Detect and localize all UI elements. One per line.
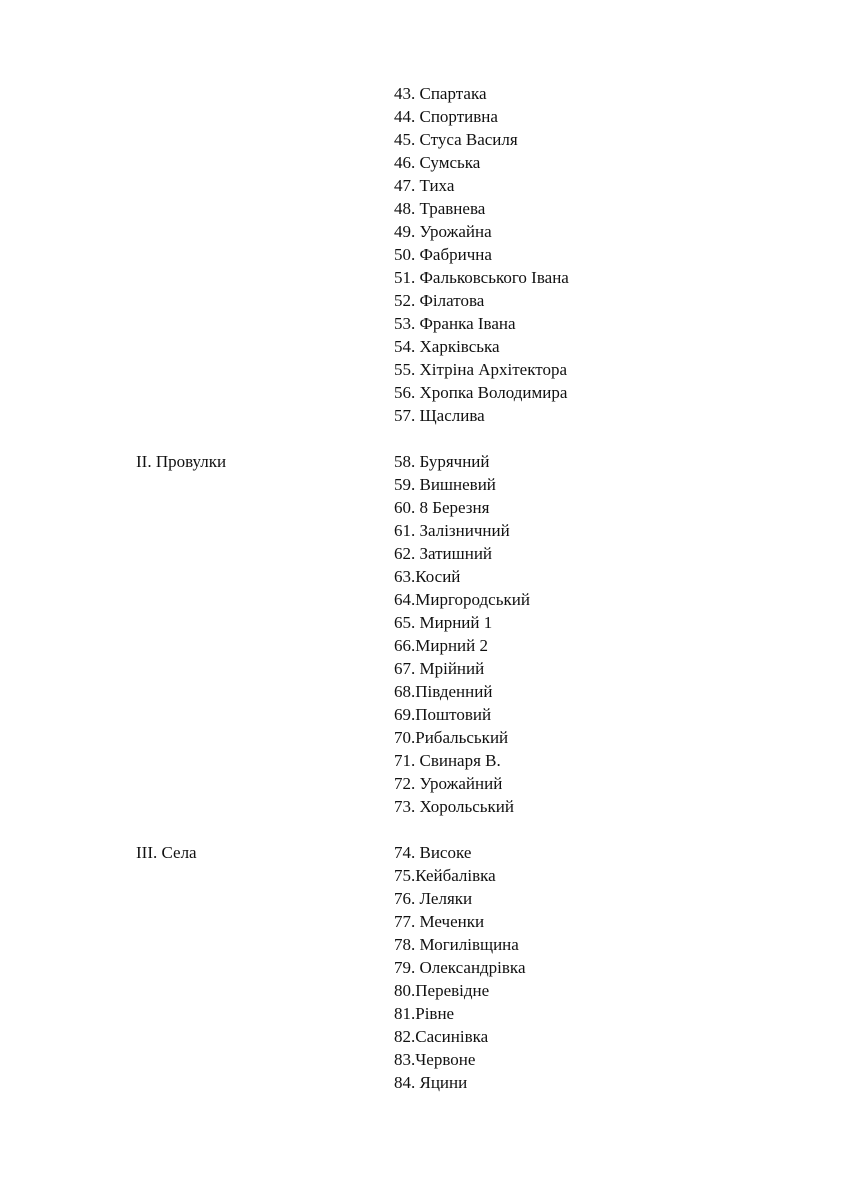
lane-list xyxy=(394,450,530,818)
list-item: 63.Косий xyxy=(394,567,461,586)
list-item: 76. Леляки xyxy=(394,889,473,908)
list-item: 58. Бурячний xyxy=(394,452,490,471)
list-item: 65. Мирний 1 xyxy=(394,613,493,632)
list-item: 50. Фабрична xyxy=(394,245,492,264)
list-item: 49. Урожайна xyxy=(394,222,492,241)
list-item: 70.Рибальський xyxy=(394,728,509,747)
village-list xyxy=(394,841,525,1094)
list-item: 60. 8 Березня xyxy=(394,498,490,517)
list-item: 81.Рівне xyxy=(394,1004,455,1023)
list-item: 53. Франка Івана xyxy=(394,314,516,333)
list-item: 82.Сасинівка xyxy=(394,1027,489,1046)
list-item: 78. Могилівщина xyxy=(394,935,519,954)
list-item: 57. Щаслива xyxy=(394,406,485,425)
section-heading-villages: ІІІ. Села xyxy=(136,843,197,862)
list-item: 45. Стуса Василя xyxy=(394,130,518,149)
list-item: 44. Спортивна xyxy=(394,107,498,126)
list-item: 54. Харківська xyxy=(394,337,500,356)
list-item: 74. Високе xyxy=(394,843,472,862)
list-item: 69.Поштовий xyxy=(394,705,492,724)
list-item: 73. Хорольський xyxy=(394,797,514,816)
list-item: 46. Сумська xyxy=(394,153,481,172)
list-item: 75.Кейбалівка xyxy=(394,866,496,885)
list-item: 51. Фальковського Івана xyxy=(394,268,569,287)
list-item: 48. Травнева xyxy=(394,199,486,218)
list-item: 72. Урожайний xyxy=(394,774,503,793)
list-item: 43. Спартака xyxy=(394,84,487,103)
list-item: 59. Вишневий xyxy=(394,475,496,494)
list-item: 84. Яцини xyxy=(394,1073,468,1092)
list-item: 77. Меченки xyxy=(394,912,485,931)
list-item: 83.Червоне xyxy=(394,1050,476,1069)
list-item: 71. Свинаря В. xyxy=(394,751,501,770)
list-item: 66.Мирний 2 xyxy=(394,636,489,655)
list-item: 68.Південний xyxy=(394,682,493,701)
list-item: 55. Хітріна Архітектора xyxy=(394,360,568,379)
list-item: 80.Перевідне xyxy=(394,981,490,1000)
list-item: 61. Залізничний xyxy=(394,521,510,540)
list-item: 67. Мрійний xyxy=(394,659,485,678)
list-item: 62. Затишний xyxy=(394,544,493,563)
list-item: 64.Миргородський xyxy=(394,590,530,609)
list-item: 47. Тиха xyxy=(394,176,455,195)
section-heading-lanes: ІІ. Провулки xyxy=(136,452,227,471)
list-item: 56. Хропка Володимира xyxy=(394,383,568,402)
list-item: 52. Філатова xyxy=(394,291,485,310)
list-item: 79. Олександрівка xyxy=(394,958,526,977)
street-list xyxy=(394,82,569,427)
